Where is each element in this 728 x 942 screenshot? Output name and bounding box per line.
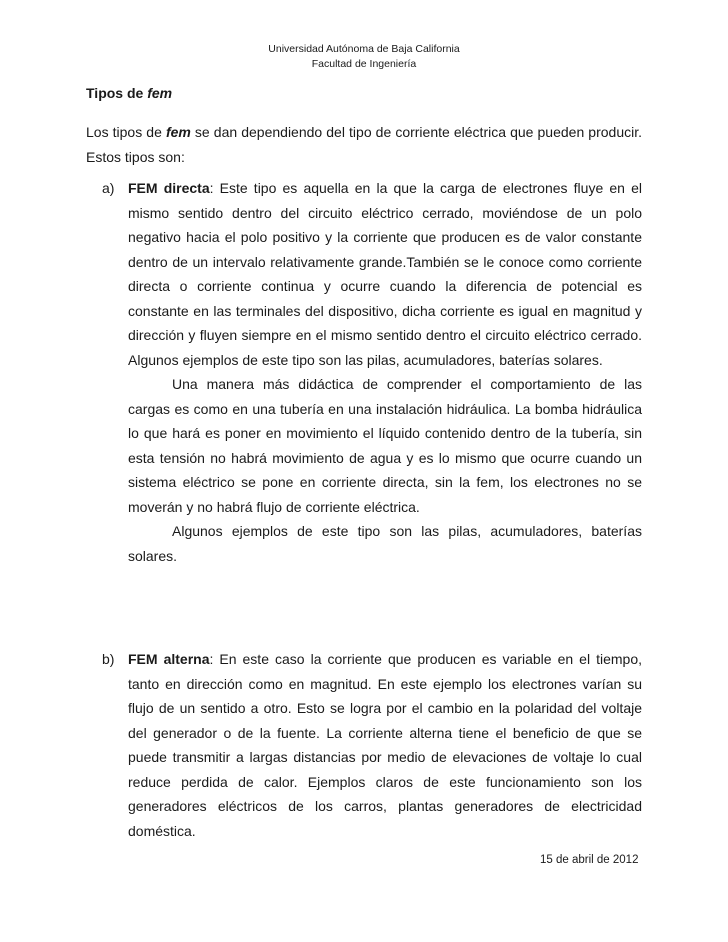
list-item-fem-directa (86, 176, 642, 568)
footer-date: 15 de abril de 2012 (540, 854, 639, 866)
intro-pre: Los tipos de (86, 124, 166, 140)
item-text: : En este caso la corriente que producen es variable en el tiempo, tanto en dirección como en magnitud. En este ejemplo los electrones varían su flujo de un sentido a otro. Esto se logra por el cambio en la polaridad del voltaje del generador o de la fuente. La corriente alterna tiene el beneficio de que se puede transmitir a largas distancias por medio de elevaciones de voltaje lo cual reduce perdida de calor. Ejemplos claros de este funcionamiento son los generadores eléctricos de los carros, plantas generadores de electricidad doméstica. (128, 651, 642, 839)
item-term: FEM directa (128, 180, 210, 196)
item-paragraph: Algunos ejemplos de este tipo son las pilas, acumuladores, baterías solares. (128, 523, 642, 564)
item-paragraph (128, 647, 642, 843)
list-item-body (128, 176, 642, 568)
item-paragraph (128, 176, 642, 372)
list-item-fem-alterna (86, 647, 642, 843)
header-faculty: Facultad de Ingeniería (311, 58, 417, 70)
intro-paragraph (86, 120, 642, 170)
title-emph: fem (147, 85, 173, 101)
item-paragraph: Una manera más didáctica de comprender el comportamiento de las cargas es como en una tubería en una instalación hidráulica. La bomba hidráulica lo que hará es poner en movimiento el líquido contenido dentro de la tubería, sin esta tensión no habrá movimiento de agua y es lo mismo que ocurre cuando un sistema eléctrico se pone en corriente directa, sin la fem, los electrones no se moverán y no habrá flujo de corriente eléctrica. (128, 376, 642, 515)
section-title (86, 85, 172, 101)
intro-emph: fem (165, 124, 191, 140)
intro-post: se dan dependiendo del tipo de corriente eléctrica que pueden producir. Estos tipos son: (86, 124, 642, 165)
page-header (0, 42, 728, 72)
list-marker: a) (102, 180, 115, 196)
item-text: : Este tipo es aquella en la que la carga de electrones fluye en el mismo sentido dentro del circuito eléctrico cerrado, moviéndose de un polo negativo hacia el polo positivo y la corriente que producen es de valor constante dentro de un intervalo relativamente grande.También se le conoce como corriente directa o corriente continua y ocurre cuando la diferencia de potencial es constante en las terminales del dispositivo, dicha corriente es igual en magnitud y dirección y fluyen siempre en el mismo sentido dentro el circuito eléctrico cerrado. Algunos ejemplos de este tipo son las pilas, acumuladores, baterías solares. (128, 180, 642, 368)
header-university: Universidad Autónoma de Baja California (268, 43, 460, 55)
list-marker: b) (102, 651, 115, 667)
item-term: FEM alterna (128, 651, 210, 667)
list-item-body (128, 647, 642, 843)
title-prefix: Tipos de (86, 85, 148, 101)
